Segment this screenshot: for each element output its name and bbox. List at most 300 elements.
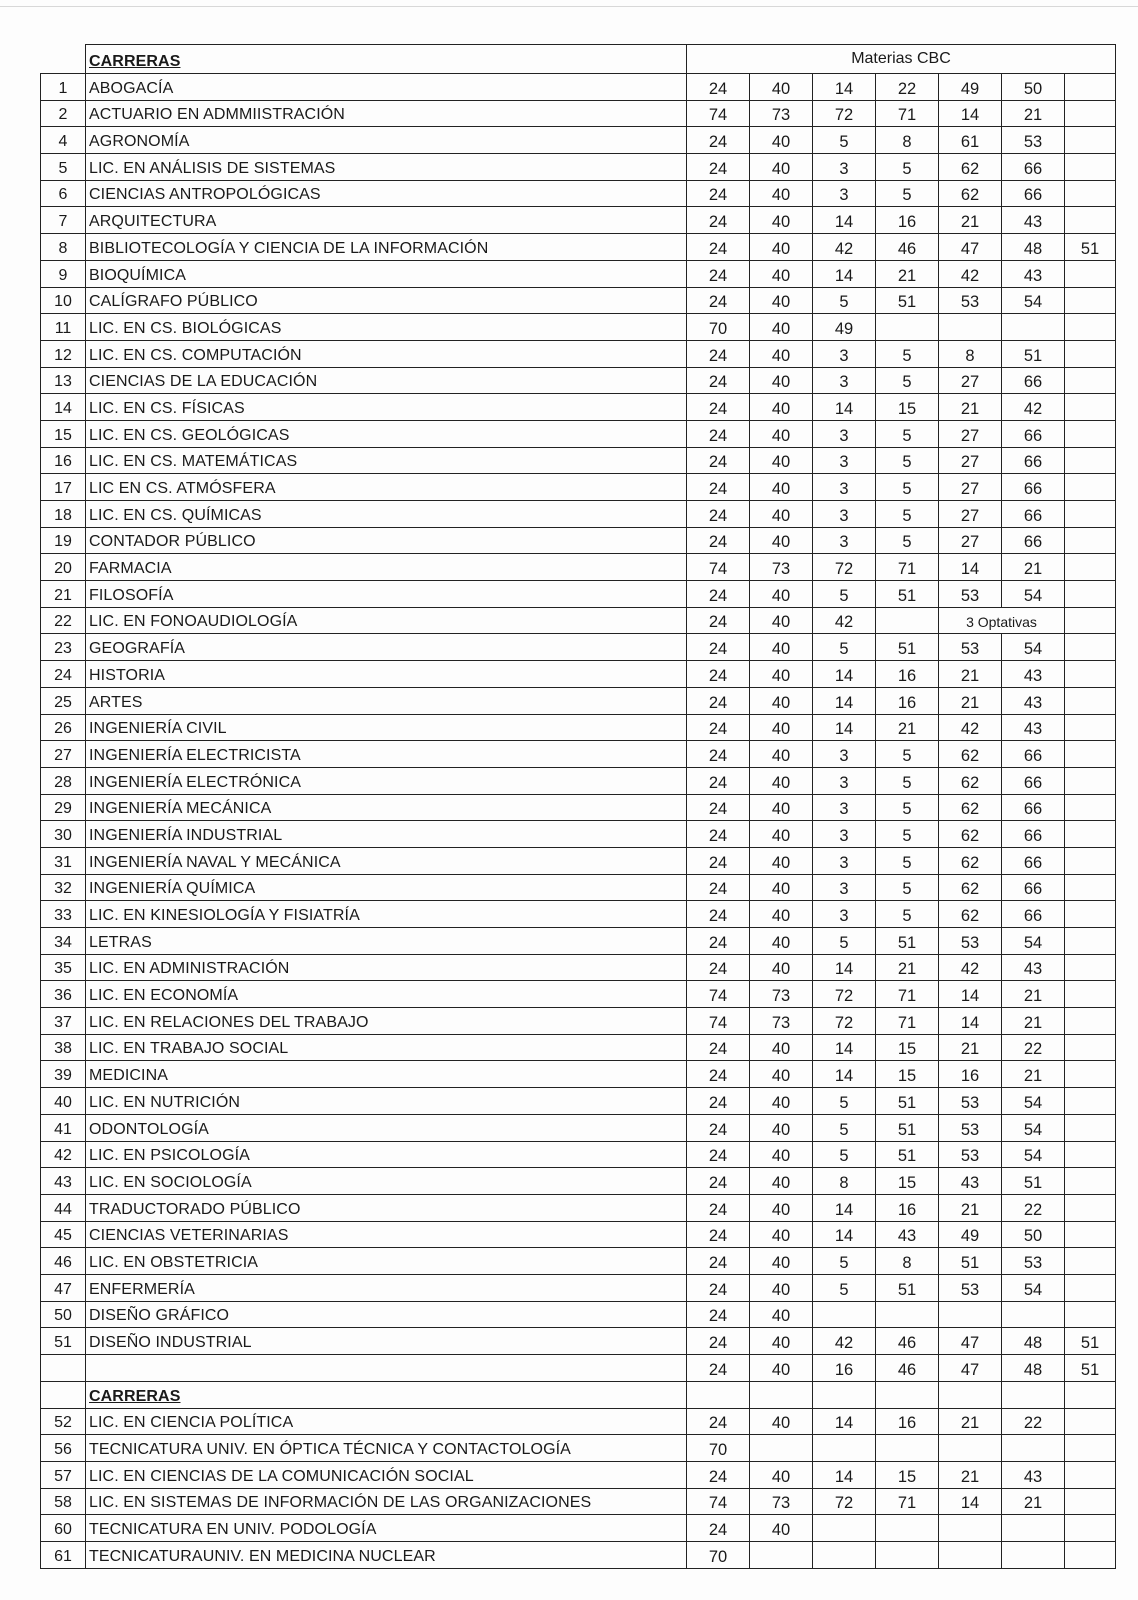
section-header-row xyxy=(41,1382,1116,1409)
carrera-name: LIC EN CS. ATMÓSFERA xyxy=(86,474,687,501)
carrera-name: LIC. EN RELACIONES DEL TRABAJO xyxy=(86,1008,687,1035)
row-number: 26 xyxy=(41,714,86,741)
materia-code: 40 xyxy=(750,1114,813,1141)
materia-code xyxy=(1065,741,1116,768)
carrera-name: ACTUARIO EN ADMMIISTRACIÓN xyxy=(86,100,687,127)
materia-code: 14 xyxy=(813,1034,876,1061)
materia-code: 14 xyxy=(939,554,1002,581)
row-number: 27 xyxy=(41,741,86,768)
row-number: 11 xyxy=(41,314,86,341)
optativas-note: 3 Optativas xyxy=(939,607,1065,634)
materia-code: 40 xyxy=(750,634,813,661)
carrera-name: LIC. EN PSICOLOGÍA xyxy=(86,1141,687,1168)
materia-code: 66 xyxy=(1002,154,1065,181)
table-row xyxy=(41,314,1116,341)
materia-code: 62 xyxy=(939,901,1002,928)
carrera-name: BIOQUÍMICA xyxy=(86,260,687,287)
materia-code: 14 xyxy=(939,100,1002,127)
materia-code: 40 xyxy=(750,474,813,501)
value-cell xyxy=(750,1382,813,1409)
materia-code: 40 xyxy=(750,260,813,287)
table-row xyxy=(41,661,1116,688)
materia-code: 62 xyxy=(939,180,1002,207)
materia-code: 66 xyxy=(1002,847,1065,874)
scan-edge xyxy=(0,6,1138,7)
materia-code: 40 xyxy=(750,1168,813,1195)
materia-code: 21 xyxy=(876,954,939,981)
materia-code: 16 xyxy=(876,1408,939,1435)
table-row xyxy=(41,1034,1116,1061)
materia-code: 24 xyxy=(687,821,750,848)
materia-code xyxy=(1065,314,1116,341)
materia-code: 14 xyxy=(813,954,876,981)
materia-code xyxy=(1002,1301,1065,1328)
materia-code: 43 xyxy=(1002,260,1065,287)
materia-code xyxy=(1002,314,1065,341)
materia-code: 24 xyxy=(687,607,750,634)
materia-code: 54 xyxy=(1002,287,1065,314)
table-row xyxy=(41,474,1116,501)
materia-code: 14 xyxy=(813,1408,876,1435)
materia-code xyxy=(1065,447,1116,474)
carrera-name: CIENCIAS DE LA EDUCACIÓN xyxy=(86,367,687,394)
materia-code xyxy=(1065,1542,1116,1569)
materia-code: 62 xyxy=(939,821,1002,848)
materia-code: 40 xyxy=(750,340,813,367)
materia-code: 5 xyxy=(813,1141,876,1168)
materia-code: 51 xyxy=(876,1141,939,1168)
materia-code: 40 xyxy=(750,501,813,528)
materia-code: 24 xyxy=(687,1141,750,1168)
materia-code xyxy=(1065,767,1116,794)
materia-code: 40 xyxy=(750,714,813,741)
materia-code: 40 xyxy=(750,420,813,447)
materia-code xyxy=(876,1435,939,1462)
carrera-name: LIC. EN FONOAUDIOLOGÍA xyxy=(86,607,687,634)
table-row xyxy=(41,394,1116,421)
materia-code: 62 xyxy=(939,741,1002,768)
materia-code: 22 xyxy=(876,74,939,101)
materia-code: 21 xyxy=(1002,1061,1065,1088)
materia-code: 40 xyxy=(750,821,813,848)
materia-code: 24 xyxy=(687,180,750,207)
carrera-name: LIC. EN CS. BIOLÓGICAS xyxy=(86,314,687,341)
materia-code: 42 xyxy=(939,714,1002,741)
materia-code: 24 xyxy=(687,901,750,928)
materia-code: 66 xyxy=(1002,501,1065,528)
materia-code: 3 xyxy=(813,767,876,794)
row-number: 28 xyxy=(41,767,86,794)
materia-code: 40 xyxy=(750,394,813,421)
materia-code: 5 xyxy=(876,874,939,901)
row-number: 16 xyxy=(41,447,86,474)
materia-code: 53 xyxy=(939,634,1002,661)
carrera-name: LIC. EN ECONOMÍA xyxy=(86,981,687,1008)
materia-code: 40 xyxy=(750,1274,813,1301)
materia-code: 66 xyxy=(1002,794,1065,821)
table-row xyxy=(41,154,1116,181)
materia-code: 21 xyxy=(939,207,1002,234)
materia-code xyxy=(876,314,939,341)
materia-code xyxy=(1002,1542,1065,1569)
materia-code: 24 xyxy=(687,501,750,528)
value-cell xyxy=(687,1382,750,1409)
materia-code: 15 xyxy=(876,1034,939,1061)
materia-code: 53 xyxy=(939,1274,1002,1301)
table-row xyxy=(41,234,1116,261)
materia-code: 51 xyxy=(876,581,939,608)
table-row xyxy=(41,714,1116,741)
materia-code: 54 xyxy=(1002,928,1065,955)
materia-code: 40 xyxy=(750,1221,813,1248)
materia-code: 66 xyxy=(1002,767,1065,794)
materia-code: 53 xyxy=(1002,1248,1065,1275)
materia-code xyxy=(813,1435,876,1462)
materia-code xyxy=(1065,1168,1116,1195)
header-carreras: CARRERAS xyxy=(86,45,687,74)
materia-code: 24 xyxy=(687,74,750,101)
materia-code: 40 xyxy=(750,607,813,634)
row-number: 21 xyxy=(41,581,86,608)
materia-code xyxy=(1065,501,1116,528)
materia-code: 24 xyxy=(687,234,750,261)
table-row xyxy=(41,501,1116,528)
materia-code: 5 xyxy=(876,901,939,928)
materia-code: 24 xyxy=(687,1061,750,1088)
carrera-name: DISEÑO GRÁFICO xyxy=(86,1301,687,1328)
materia-code: 40 xyxy=(750,928,813,955)
materia-code: 21 xyxy=(939,687,1002,714)
table-row xyxy=(41,1488,1116,1515)
materia-code: 21 xyxy=(939,394,1002,421)
materia-code xyxy=(1065,1141,1116,1168)
table-row xyxy=(41,100,1116,127)
carrera-name: BIBLIOTECOLOGÍA Y CIENCIA DE LA INFORMACIÓN xyxy=(86,234,687,261)
materia-code: 40 xyxy=(750,1061,813,1088)
table-row xyxy=(41,340,1116,367)
materia-code: 72 xyxy=(813,1488,876,1515)
materia-code: 14 xyxy=(813,1462,876,1489)
materia-code xyxy=(876,1301,939,1328)
materia-code: 40 xyxy=(750,447,813,474)
materia-code: 73 xyxy=(750,1488,813,1515)
row-number: 60 xyxy=(41,1515,86,1542)
materia-code: 5 xyxy=(876,741,939,768)
materia-code: 5 xyxy=(813,1248,876,1275)
materia-code xyxy=(1065,260,1116,287)
carrera-name xyxy=(86,1355,687,1382)
materia-code: 16 xyxy=(813,1355,876,1382)
materia-code: 16 xyxy=(876,687,939,714)
row-number: 8 xyxy=(41,234,86,261)
materia-code: 24 xyxy=(687,1408,750,1435)
materia-code: 71 xyxy=(876,1008,939,1035)
materia-code: 40 xyxy=(750,127,813,154)
materia-code: 3 xyxy=(813,847,876,874)
materia-code: 43 xyxy=(1002,661,1065,688)
materia-code xyxy=(1065,527,1116,554)
materia-code: 51 xyxy=(876,1114,939,1141)
materia-code: 24 xyxy=(687,1194,750,1221)
materia-code: 22 xyxy=(1002,1034,1065,1061)
carrera-name: LIC. EN OBSTETRICIA xyxy=(86,1248,687,1275)
materia-code: 5 xyxy=(876,501,939,528)
materia-code: 24 xyxy=(687,1221,750,1248)
row-number xyxy=(41,1355,86,1382)
materia-code: 27 xyxy=(939,474,1002,501)
materia-code: 15 xyxy=(876,1061,939,1088)
materia-code: 42 xyxy=(813,1328,876,1355)
materia-code: 24 xyxy=(687,661,750,688)
materia-code: 5 xyxy=(876,367,939,394)
materia-code xyxy=(1065,367,1116,394)
materia-code: 24 xyxy=(687,420,750,447)
materia-code xyxy=(1065,127,1116,154)
materia-code: 51 xyxy=(1065,234,1116,261)
materia-code: 40 xyxy=(750,1515,813,1542)
materia-code xyxy=(1065,1194,1116,1221)
materia-code: 22 xyxy=(1002,1408,1065,1435)
carrera-name: INGENIERÍA QUÍMICA xyxy=(86,874,687,901)
materia-code xyxy=(1065,981,1116,1008)
row-number: 36 xyxy=(41,981,86,1008)
materia-code: 24 xyxy=(687,127,750,154)
materia-code: 27 xyxy=(939,420,1002,447)
materia-code: 5 xyxy=(813,1114,876,1141)
row-number: 9 xyxy=(41,260,86,287)
materia-code xyxy=(1065,1034,1116,1061)
materia-code: 14 xyxy=(813,207,876,234)
materia-code: 40 xyxy=(750,874,813,901)
carrera-name: LIC. EN SISTEMAS DE INFORMACIÓN DE LAS ORGANIZACIONES xyxy=(86,1488,687,1515)
materia-code: 24 xyxy=(687,1088,750,1115)
row-number: 42 xyxy=(41,1141,86,1168)
materia-code: 40 xyxy=(750,687,813,714)
materia-code xyxy=(1065,1008,1116,1035)
materia-code: 51 xyxy=(1065,1328,1116,1355)
materia-code: 40 xyxy=(750,287,813,314)
carrera-name: CALÍGRAFO PÚBLICO xyxy=(86,287,687,314)
materia-code: 3 xyxy=(813,501,876,528)
table-row xyxy=(41,981,1116,1008)
row-number: 52 xyxy=(41,1408,86,1435)
carrera-name: TECNICATURA EN UNIV. PODOLOGÍA xyxy=(86,1515,687,1542)
materia-code xyxy=(1065,661,1116,688)
row-number: 44 xyxy=(41,1194,86,1221)
materia-code: 24 xyxy=(687,1328,750,1355)
materia-code: 51 xyxy=(1002,1168,1065,1195)
materia-code: 14 xyxy=(939,981,1002,1008)
materia-code: 43 xyxy=(1002,1462,1065,1489)
materia-code: 24 xyxy=(687,207,750,234)
table-row xyxy=(41,741,1116,768)
materia-code: 24 xyxy=(687,847,750,874)
materia-code xyxy=(1065,821,1116,848)
materia-code: 40 xyxy=(750,154,813,181)
materia-code: 24 xyxy=(687,1462,750,1489)
carrera-name: LETRAS xyxy=(86,928,687,955)
carrera-name: CIENCIAS VETERINARIAS xyxy=(86,1221,687,1248)
row-number: 56 xyxy=(41,1435,86,1462)
materia-code: 62 xyxy=(939,767,1002,794)
materia-code: 14 xyxy=(813,714,876,741)
carrera-name: TECNICATURAUNIV. EN MEDICINA NUCLEAR xyxy=(86,1542,687,1569)
materia-code: 54 xyxy=(1002,1274,1065,1301)
carrera-name: FARMACIA xyxy=(86,554,687,581)
materia-code xyxy=(1002,1435,1065,1462)
materia-code xyxy=(1065,901,1116,928)
materia-code: 24 xyxy=(687,1248,750,1275)
row-number: 29 xyxy=(41,794,86,821)
materia-code: 66 xyxy=(1002,821,1065,848)
materia-code xyxy=(1065,1301,1116,1328)
carrera-name: LIC. EN SOCIOLOGÍA xyxy=(86,1168,687,1195)
row-number: 57 xyxy=(41,1462,86,1489)
materia-code: 40 xyxy=(750,1141,813,1168)
materia-code: 24 xyxy=(687,1515,750,1542)
materia-code xyxy=(1065,1408,1116,1435)
materia-code xyxy=(1065,794,1116,821)
carrera-name: ENFERMERÍA xyxy=(86,1274,687,1301)
materia-code: 16 xyxy=(876,207,939,234)
materia-code xyxy=(1065,1515,1116,1542)
materia-code: 53 xyxy=(939,581,1002,608)
materia-code: 66 xyxy=(1002,474,1065,501)
materia-code: 40 xyxy=(750,527,813,554)
row-number: 19 xyxy=(41,527,86,554)
materia-code: 66 xyxy=(1002,901,1065,928)
materia-code: 40 xyxy=(750,207,813,234)
carrera-name: DISEÑO INDUSTRIAL xyxy=(86,1328,687,1355)
carrera-name: LIC. EN CS. GEOLÓGICAS xyxy=(86,420,687,447)
carrera-name: LIC. EN ANÁLISIS DE SISTEMAS xyxy=(86,154,687,181)
materia-code xyxy=(1065,1114,1116,1141)
materia-code: 14 xyxy=(813,1194,876,1221)
materia-code xyxy=(1002,1515,1065,1542)
materia-code: 54 xyxy=(1002,634,1065,661)
table-row xyxy=(41,287,1116,314)
materia-code xyxy=(1065,874,1116,901)
materia-code: 27 xyxy=(939,367,1002,394)
materia-code: 43 xyxy=(1002,954,1065,981)
materia-code: 8 xyxy=(876,127,939,154)
materia-code: 21 xyxy=(939,1034,1002,1061)
carrera-name: CONTADOR PÚBLICO xyxy=(86,527,687,554)
materia-code: 5 xyxy=(813,1274,876,1301)
materia-code: 51 xyxy=(876,634,939,661)
materia-code: 40 xyxy=(750,1355,813,1382)
materia-code: 5 xyxy=(813,1088,876,1115)
materia-code: 5 xyxy=(876,527,939,554)
materia-code xyxy=(1065,74,1116,101)
materia-code: 61 xyxy=(939,127,1002,154)
table-row xyxy=(41,1061,1116,1088)
table-row xyxy=(41,1355,1116,1382)
materia-code: 24 xyxy=(687,1274,750,1301)
materia-code: 21 xyxy=(939,661,1002,688)
materia-code xyxy=(939,314,1002,341)
materia-code: 21 xyxy=(1002,981,1065,1008)
materia-code xyxy=(1065,287,1116,314)
materia-code xyxy=(1065,207,1116,234)
materia-code xyxy=(876,1515,939,1542)
table-row xyxy=(41,794,1116,821)
materia-code xyxy=(1065,420,1116,447)
header-blank xyxy=(41,45,86,74)
row-number: 18 xyxy=(41,501,86,528)
materia-code: 46 xyxy=(876,234,939,261)
materia-code: 53 xyxy=(939,1114,1002,1141)
carrera-name: CIENCIAS ANTROPOLÓGICAS xyxy=(86,180,687,207)
carrera-name: INGENIERÍA INDUSTRIAL xyxy=(86,821,687,848)
row-number-cell xyxy=(41,1382,86,1409)
materia-code: 62 xyxy=(939,874,1002,901)
materia-code: 40 xyxy=(750,1034,813,1061)
materia-code: 40 xyxy=(750,367,813,394)
materia-code: 40 xyxy=(750,1088,813,1115)
value-cell xyxy=(876,607,939,634)
materia-code: 14 xyxy=(813,687,876,714)
row-number: 32 xyxy=(41,874,86,901)
row-number: 50 xyxy=(41,1301,86,1328)
materia-code: 3 xyxy=(813,874,876,901)
table-row xyxy=(41,847,1116,874)
row-number: 61 xyxy=(41,1542,86,1569)
materia-code: 27 xyxy=(939,447,1002,474)
table-row xyxy=(41,1088,1116,1115)
row-number: 38 xyxy=(41,1034,86,1061)
materia-code: 15 xyxy=(876,1462,939,1489)
materia-code: 43 xyxy=(1002,207,1065,234)
materia-code: 43 xyxy=(876,1221,939,1248)
materia-code: 51 xyxy=(1002,340,1065,367)
materia-code xyxy=(1065,954,1116,981)
materia-code: 42 xyxy=(939,260,1002,287)
materia-code xyxy=(876,1542,939,1569)
materia-code: 43 xyxy=(1002,687,1065,714)
materia-code xyxy=(1065,928,1116,955)
materia-code: 24 xyxy=(687,447,750,474)
materia-code: 5 xyxy=(813,634,876,661)
carrera-name: LIC. EN CS. QUÍMICAS xyxy=(86,501,687,528)
materia-code: 48 xyxy=(1002,1355,1065,1382)
table-row xyxy=(41,874,1116,901)
table-row xyxy=(41,260,1116,287)
value-cell xyxy=(1065,1382,1116,1409)
materia-code: 47 xyxy=(939,234,1002,261)
materia-code: 24 xyxy=(687,794,750,821)
materia-code: 49 xyxy=(939,74,1002,101)
materia-code: 27 xyxy=(939,527,1002,554)
row-number: 23 xyxy=(41,634,86,661)
row-number: 39 xyxy=(41,1061,86,1088)
materia-code: 24 xyxy=(687,287,750,314)
materia-code: 5 xyxy=(813,928,876,955)
materia-code: 24 xyxy=(687,634,750,661)
materia-code: 71 xyxy=(876,100,939,127)
materia-code: 3 xyxy=(813,154,876,181)
materia-code: 24 xyxy=(687,527,750,554)
carrera-name: INGENIERÍA ELECTRICISTA xyxy=(86,741,687,768)
materia-code: 5 xyxy=(876,180,939,207)
row-number: 25 xyxy=(41,687,86,714)
row-number: 4 xyxy=(41,127,86,154)
table-row xyxy=(41,527,1116,554)
row-number: 51 xyxy=(41,1328,86,1355)
value-cell xyxy=(1002,1382,1065,1409)
materia-code: 24 xyxy=(687,767,750,794)
materia-code xyxy=(1065,100,1116,127)
